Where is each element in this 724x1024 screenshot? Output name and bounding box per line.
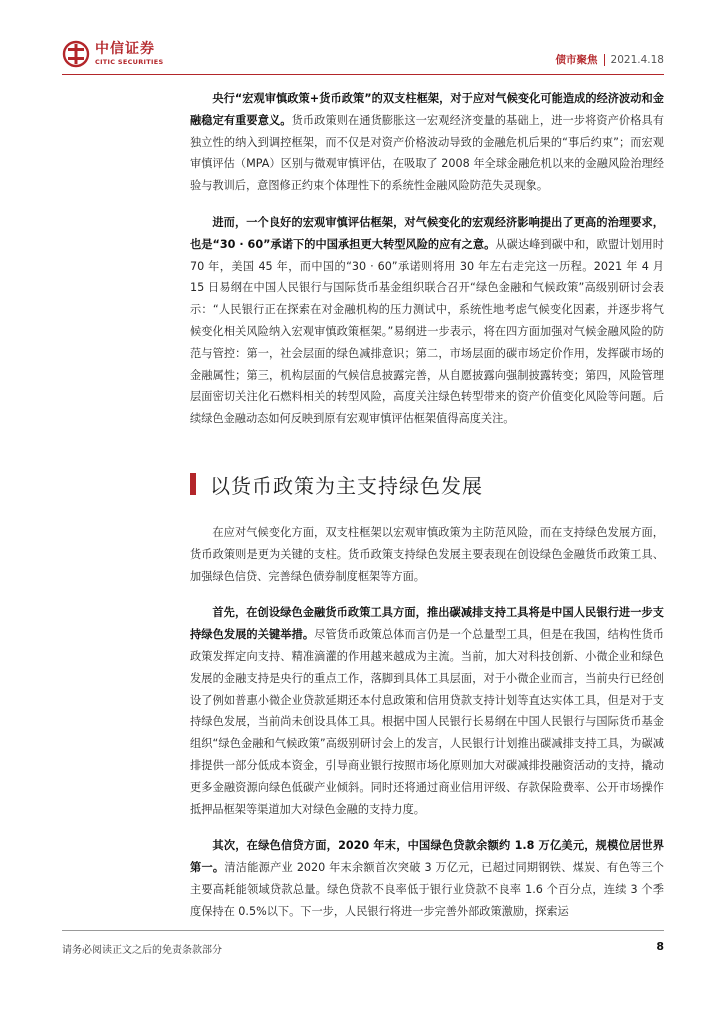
paragraph-body: 从碳达峰到碳中和，欧盟计划用时 70 年，美国 45 年，而中国的“30 · 60”承诺则将用 30 年左右走完这一历程。2021 年 4 月 15 日易纲在中国人民银行与国际货币基金组织联合召开“绿色金融和气候政策”高级别研讨会表示：“人民银行正在探索在对金融机构的压力测试中，系统性地考虑气候变化因素，并逐步将气候变化相关风险纳入宏观审慎政策框架。”易纲进一步表示，将在四方面加强对气候金融风险的防范与管控：第一，社会层面的绿色减排意识；第二，市场层面的碳市场定价作用，发挥碳市场的金融属性；第三，机构层面的气候信息披露完善，从自愿披露向强制披露转变；第四，风险管理层面密切关注化石燃料相关的转型风险，高度关注绿色转型带来的资产价值变化风险等问题。后续绿色金融动态如何反映到原有宏观审慎评估框架值得高度关注。 <box>190 237 664 426</box>
logo-english-name: CITIC SECURITIES <box>95 58 164 67</box>
section-heading <box>190 470 483 498</box>
header-meta <box>556 52 664 67</box>
body-text-bottom <box>190 522 664 938</box>
page-footer <box>62 930 664 961</box>
citic-emblem-icon <box>62 40 90 68</box>
paragraph <box>190 212 664 430</box>
logo-chinese-name: 中信证券 <box>95 41 155 58</box>
report-date: 2021.4.18 <box>610 53 664 66</box>
paragraph-body: 清洁能源产业 2020 年末余额首次突破 3 万亿元，已超过同期钢铁、煤炭、有色等三个主要高耗能领域贷款总量。绿色贷款不良率低于银行业贷款不良率 1.6 个百分点，连续 3 个季度保持在 0.5%以下。下一步，人民银行将进一步完善外部政策激励，探索运 <box>190 861 664 918</box>
paragraph-lead: 进而，一个良好的宏观审慎评估框架，对气候变化的宏观经济影响提出了更高的治理要求，也是“30 · 60”承诺下的中国承担更大转型风险的应有之意。 <box>190 215 664 251</box>
paragraph <box>190 835 664 922</box>
paragraph <box>190 522 664 587</box>
page-header <box>62 36 664 75</box>
paragraph-body: 在应对气候变化方面，双支柱框架以宏观审慎政策为主防范风险，而在支持绿色发展方面，货币政策则是更为关键的支柱。货币政策支持绿色发展主要表现在创设绿色金融货币政策工具、加强绿色信贷、完善绿色债券制度框架等方面。 <box>190 526 664 583</box>
header-divider <box>604 54 605 66</box>
paragraph <box>190 88 664 197</box>
report-category: 债市聚焦 <box>555 54 598 66</box>
citic-logo <box>62 36 163 72</box>
page-number: 8 <box>656 940 664 953</box>
section-title: 以货币政策为主支持绿色发展 <box>210 473 483 498</box>
paragraph-body: 尽管货币政策总体而言仍是一个总量型工具，但是在我国，结构性货币政策发挥定向支持、精准滴灌的作用越来越成为主流。当前，加大对科技创新、小微企业和绿色发展的金融支持是央行的重点工作，落脚到具体工具层面，对于小微企业而言，当前央行已经创设了例如普惠小微企业贷款延期还本付息政策和信用贷款支持计划等直达实体工具，但是对于支持绿色发展，当前尚未创设具体工具。根据中国人民银行长易纲在中国人民银行与国际货币基金组织“绿色金融和气候政策”高级别研讨会上的发言，人民银行计划推出碳减排支持工具，为碳减排提供一部分低成本资金，引导商业银行按照市场化原则加大对碳减排投融资活动的支持，撬动更多金融资源向绿色低碳产业倾斜。同时还将通过商业信用评级、存款保险费率、公开市场操作抵押品框架等渠道加大对绿色金融的支持力度。 <box>190 628 664 816</box>
paragraph-lead: 首先，在创设绿色金融货币政策工具方面，推出碳减排支持工具将是中国人民银行进一步支持绿色发展的关键举措。 <box>190 606 664 642</box>
paragraph-body: 货币政策则在通货膨胀这一宏观经济变量的基础上，进一步将资产价格具有独立性的纳入到调控框架，而不仅是对资产价格波动导致的金融危机后果的“事后约束”；而宏观审慎评估（MPA）区别与微观审慎评估，在吸取了 2008 年全球金融危机以来的金融风险治理经验与教训后，意图修正约束个体理性下的系统性金融风险防范失灵现象。 <box>190 113 664 193</box>
disclaimer-text: 请务必阅读正文之后的免责条款部分 <box>62 945 222 956</box>
body-text-top <box>190 88 664 445</box>
section-marker <box>190 473 196 495</box>
paragraph-lead: 央行“宏观审慎政策+货币政策”的双支柱框架，对于应对气候变化可能造成的经济波动和金融稳定有重要意义。 <box>190 92 664 127</box>
paragraph <box>190 602 664 820</box>
paragraph-lead: 其次，在绿色信贷方面，2020 年末，中国绿色贷款余额约 1.8 万亿美元，规模位居世界第一。 <box>190 839 664 875</box>
